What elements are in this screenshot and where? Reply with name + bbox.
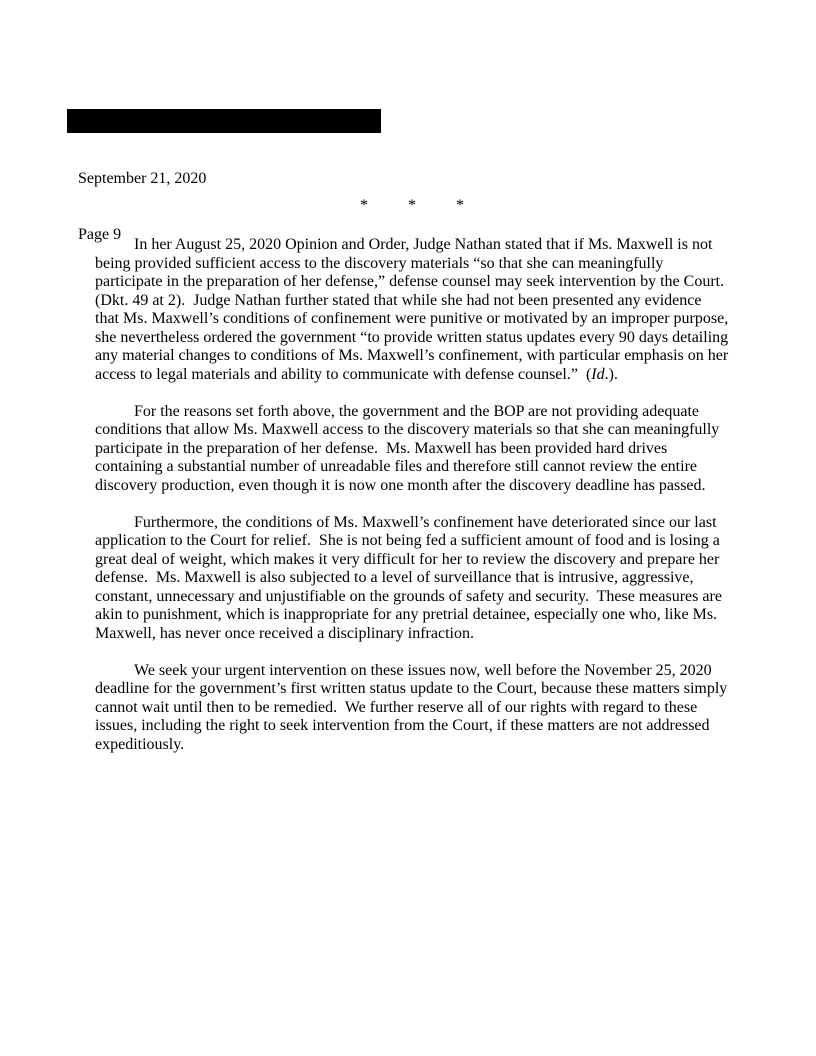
letter-date: September 21, 2020 <box>78 170 207 187</box>
page-number: Page 9 <box>78 225 122 243</box>
citation-rest: .). <box>604 365 618 383</box>
asterisk: * <box>408 197 416 214</box>
paragraph-urgent-intervention: We seek your urgent intervention on these issues now, well before the November 25, 2020 deadline for the government’s first written status update to the Court, because these matters simply cannot wait until then to be remedied. We further reserve all of our rights with regard to these issues, including the right to seek intervention from the Court, if these matters are not addressed expeditiously. <box>95 661 732 753</box>
redaction-bar <box>67 109 381 133</box>
paragraph-text: In her August 25, 2020 Opinion and Order, Judge Nathan stated that if Ms. Maxwell is not being provided sufficient access to the discovery materials “so that she can meaningfully participate in the preparation of her defense,” defense counsel may seek intervention by the Court. (Dkt. 49 at 2). Judge Nathan further stated that while she had not been presented any evidence that Ms. Maxwell’s conditions of confinement were punitive or motivated by an improper purpose, she nevertheless ordered the government “to provide written status updates every 90 days detailing any material changes to conditions of Ms. Maxwell’s confinement, with particular emphasis on her access to legal materials and ability to communicate with defense counsel.” ( <box>95 236 733 383</box>
paragraph-opinion-and-order <box>95 236 733 384</box>
asterisk: * <box>456 197 464 214</box>
letter-body <box>95 236 733 754</box>
paragraph-reasons-set-forth: For the reasons set forth above, the government and the BOP are not providing adequate conditions that allow Ms. Maxwell access to the discovery materials so that she can meaningfully participate in the preparation of her defense. Ms. Maxwell has been provided hard drives containing a substantial number of unreadable files and therefore still cannot review the entire discovery production, even though it is now one month after the discovery deadline has passed. <box>95 402 724 494</box>
citation-id-italic: Id <box>591 365 605 383</box>
asterisk: * <box>360 197 368 214</box>
paragraph-conditions-deteriorated: Furthermore, the conditions of Ms. Maxwell’s confinement have deteriorated since our last application to the Court for relief. She is not being fed a sufficient amount of food and is losing a great deal of weight, which makes it very difficult for her to review the discovery and prepare her defense. Ms. Maxwell is also subjected to a level of surveillance that is intrusive, aggressive, constant, unnecessary and unjustifiable on the grounds of safety and security. These measures are akin to punishment, which is inappropriate for any pretrial detainee, especially one who, like Ms. Maxwell, has never once received a disciplinary infraction. <box>95 513 726 642</box>
asterisk-separator <box>95 197 729 216</box>
